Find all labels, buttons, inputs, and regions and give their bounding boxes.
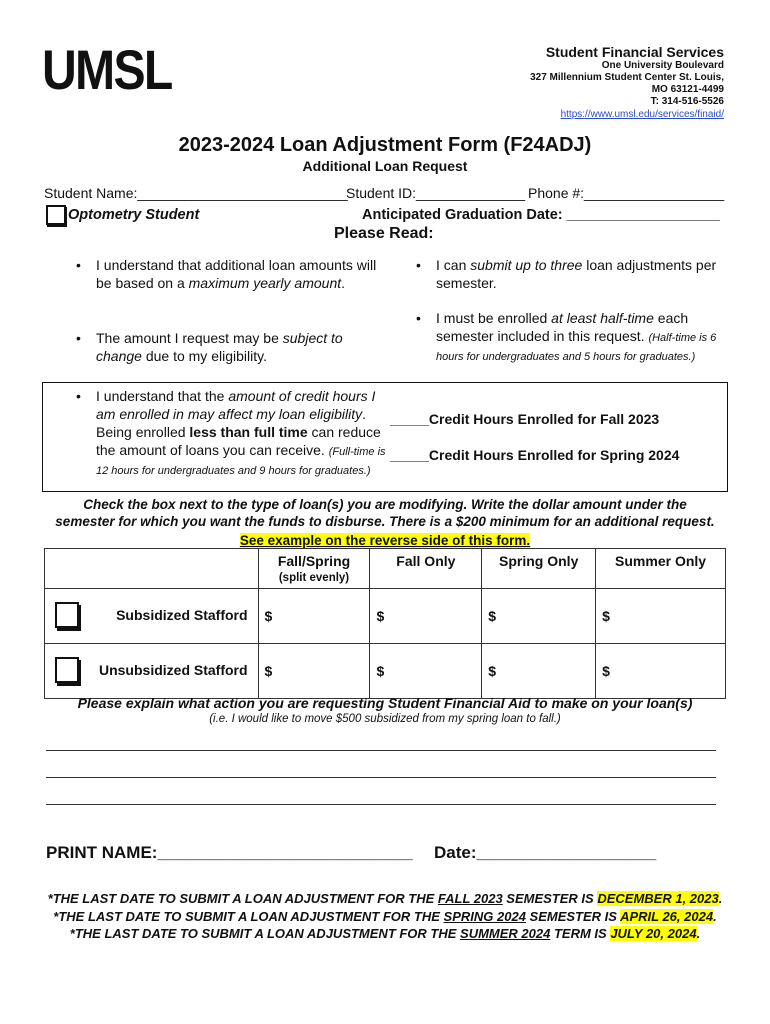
unsubsidized-row-label-cell	[45, 644, 259, 699]
col-fall-spring	[258, 549, 370, 589]
subsidized-fall-amount[interactable]: $	[370, 589, 482, 644]
subsidized-checkbox[interactable]	[55, 602, 79, 628]
bullet-dot: •	[76, 257, 81, 273]
bullet-half-time	[416, 309, 726, 365]
office-name: Student Financial Services	[545, 44, 724, 60]
bullet-emphasis: subject to change	[96, 330, 343, 364]
col-fall-spring-label: Fall/Spring	[277, 553, 351, 569]
bullet-dot: •	[76, 330, 81, 346]
unsubsidized-fall-spring-amount[interactable]: $	[258, 644, 370, 699]
bullet-subject-to-change	[76, 329, 386, 365]
explain-line-3[interactable]	[46, 804, 716, 805]
col-fall-only: Fall Only	[370, 549, 482, 589]
bullet-note: (Half-time is 6 hours for undergraduates and 5 hours for graduates.)	[436, 332, 717, 363]
explain-line-2[interactable]	[46, 777, 716, 778]
address-line-3: MO 63121-4499	[651, 84, 724, 95]
bullet-text: I understand that additional loan amounts will be based on a	[96, 257, 377, 291]
col-fall-spring-note: (split evenly)	[278, 572, 350, 584]
optometry-label: Optometry Student	[68, 207, 200, 223]
bullet-credit-hours	[76, 387, 386, 479]
bullet-text: can reduce the amount of loans you can receive.	[96, 424, 381, 458]
finaid-link[interactable]: https://www.umsl.edu/services/finaid/	[560, 109, 724, 120]
bullet-text: due to my eligibility.	[141, 348, 267, 364]
deadline-text: TERM IS	[550, 926, 611, 941]
spring-credit-hours-field[interactable]: _____Credit Hours Enrolled for Spring 2024	[390, 447, 680, 463]
explain-example: (i.e. I would like to move $500 subsidized from my spring loan to fall.)	[209, 713, 561, 725]
bullet-maximum-amount	[76, 256, 386, 292]
phone-field[interactable]: Phone #:__________________	[528, 185, 725, 201]
form-subtitle: Additional Loan Request	[302, 158, 468, 174]
deadline-summer	[0, 926, 770, 941]
bullet-text: I can	[436, 257, 471, 273]
deadline-text: SEMESTER IS	[502, 891, 598, 906]
bullet-text: I must be enrolled	[436, 310, 552, 326]
deadline-term: FALL 2023	[437, 891, 503, 906]
subsidized-row-label-cell	[45, 589, 259, 644]
date-field[interactable]: Date:___________________	[434, 843, 657, 862]
table-row	[45, 644, 726, 699]
subsidized-summer-amount[interactable]: $	[596, 589, 726, 644]
bullet-emphasis: at least half-time	[551, 310, 654, 326]
bullet-text: The amount I request may be	[96, 330, 283, 346]
bullet-dot: •	[416, 310, 421, 326]
office-contact-block	[530, 44, 724, 122]
bullet-three-adjustments	[416, 256, 726, 292]
unsubsidized-label: Unsubsidized Stafford	[98, 662, 248, 678]
student-id-field[interactable]: Student ID:______________	[346, 185, 526, 201]
col-summer-only: Summer Only	[596, 549, 726, 589]
deadline-date: DECEMBER 1, 2023	[597, 891, 719, 906]
address-line-2: 327 Millennium Student Center St. Louis,	[530, 72, 724, 83]
table-row	[45, 589, 726, 644]
deadline-term: SPRING 2024	[443, 909, 526, 924]
fall-credit-hours-field[interactable]: _____Credit Hours Enrolled for Fall 2023	[390, 411, 660, 427]
subsidized-spring-amount[interactable]: $	[482, 589, 596, 644]
unsubsidized-spring-amount[interactable]: $	[482, 644, 596, 699]
explain-prompt: Please explain what action you are requesting Student Financial Aid to make on your loan(s)	[77, 695, 693, 711]
unsubsidized-checkbox[interactable]	[55, 657, 79, 683]
subsidized-fall-spring-amount[interactable]: $	[258, 589, 370, 644]
bullet-dot: •	[76, 388, 81, 404]
bullet-text: each semester included in this request.	[436, 310, 689, 344]
bullet-text: loan adjustments per semester.	[436, 257, 717, 291]
optometry-checkbox[interactable]	[46, 205, 66, 225]
graduation-date-field[interactable]	[362, 207, 720, 223]
instructions-line-1: Check the box next to the type of loan(s) you are modifying. Write the dollar amount under the	[83, 497, 687, 512]
bullet-emphasis: maximum yearly amount	[188, 275, 342, 291]
bullet-strong: less than full time	[189, 424, 308, 440]
umsl-logo: UMSL	[42, 38, 172, 101]
bullet-emphasis: amount of credit hours I am enrolled in may affect my loan eligibility	[96, 388, 376, 422]
unsubsidized-summer-amount[interactable]: $	[596, 644, 726, 699]
please-read-heading: Please Read:	[334, 225, 434, 242]
subsidized-label: Subsidized Stafford	[116, 607, 248, 623]
deadline-fall	[0, 891, 770, 906]
loan-amounts-table	[44, 548, 726, 699]
address-line-1: One University Boulevard	[601, 60, 724, 71]
deadline-period: .	[718, 891, 723, 906]
deadline-date: APRIL 26, 2024	[620, 909, 714, 924]
form-title: 2023-2024 Loan Adjustment Form (F24ADJ)	[178, 134, 592, 156]
deadline-period: .	[696, 926, 701, 941]
bullet-emphasis: submit up to three	[470, 257, 583, 273]
table-corner-cell	[45, 549, 259, 589]
deadline-text: *THE LAST DATE TO SUBMIT A LOAN ADJUSTMENT FOR THE	[69, 926, 461, 941]
instructions-line-2: semester for which you want the funds to disburse. There is a $200 minimum for an additional request.	[55, 514, 715, 529]
bullet-dot: •	[416, 257, 421, 273]
col-spring-only: Spring Only	[482, 549, 596, 589]
bullet-note: (Full-time is 12 hours for undergraduates and 9 hours for graduates.)	[96, 446, 386, 477]
deadline-term: SUMMER 2024	[460, 926, 551, 941]
deadline-spring	[0, 909, 770, 924]
bullet-text: I understand that the	[96, 388, 229, 404]
deadline-date: JULY 20, 2024	[610, 926, 697, 941]
bullet-text: .	[341, 275, 346, 291]
bullet-text: . Being enrolled	[96, 406, 367, 440]
reverse-side-note: See example on the reverse side of this form.	[239, 533, 531, 548]
unsubsidized-fall-amount[interactable]: $	[370, 644, 482, 699]
student-name-field[interactable]: Student Name:___________________________	[44, 185, 348, 201]
deadline-text: *THE LAST DATE TO SUBMIT A LOAN ADJUSTMENT FOR THE	[53, 909, 444, 924]
table-header-row	[45, 549, 726, 589]
deadline-text: SEMESTER IS	[525, 909, 621, 924]
deadline-text: *THE LAST DATE TO SUBMIT A LOAN ADJUSTMENT FOR THE	[47, 891, 438, 906]
explain-line-1[interactable]	[46, 750, 716, 751]
deadline-period: .	[713, 909, 717, 924]
office-phone: T: 314-516-5526	[650, 96, 724, 107]
graduation-date-label: Anticipated Graduation Date: ___________________	[362, 207, 720, 223]
print-name-field[interactable]: PRINT NAME:___________________________	[46, 843, 413, 862]
